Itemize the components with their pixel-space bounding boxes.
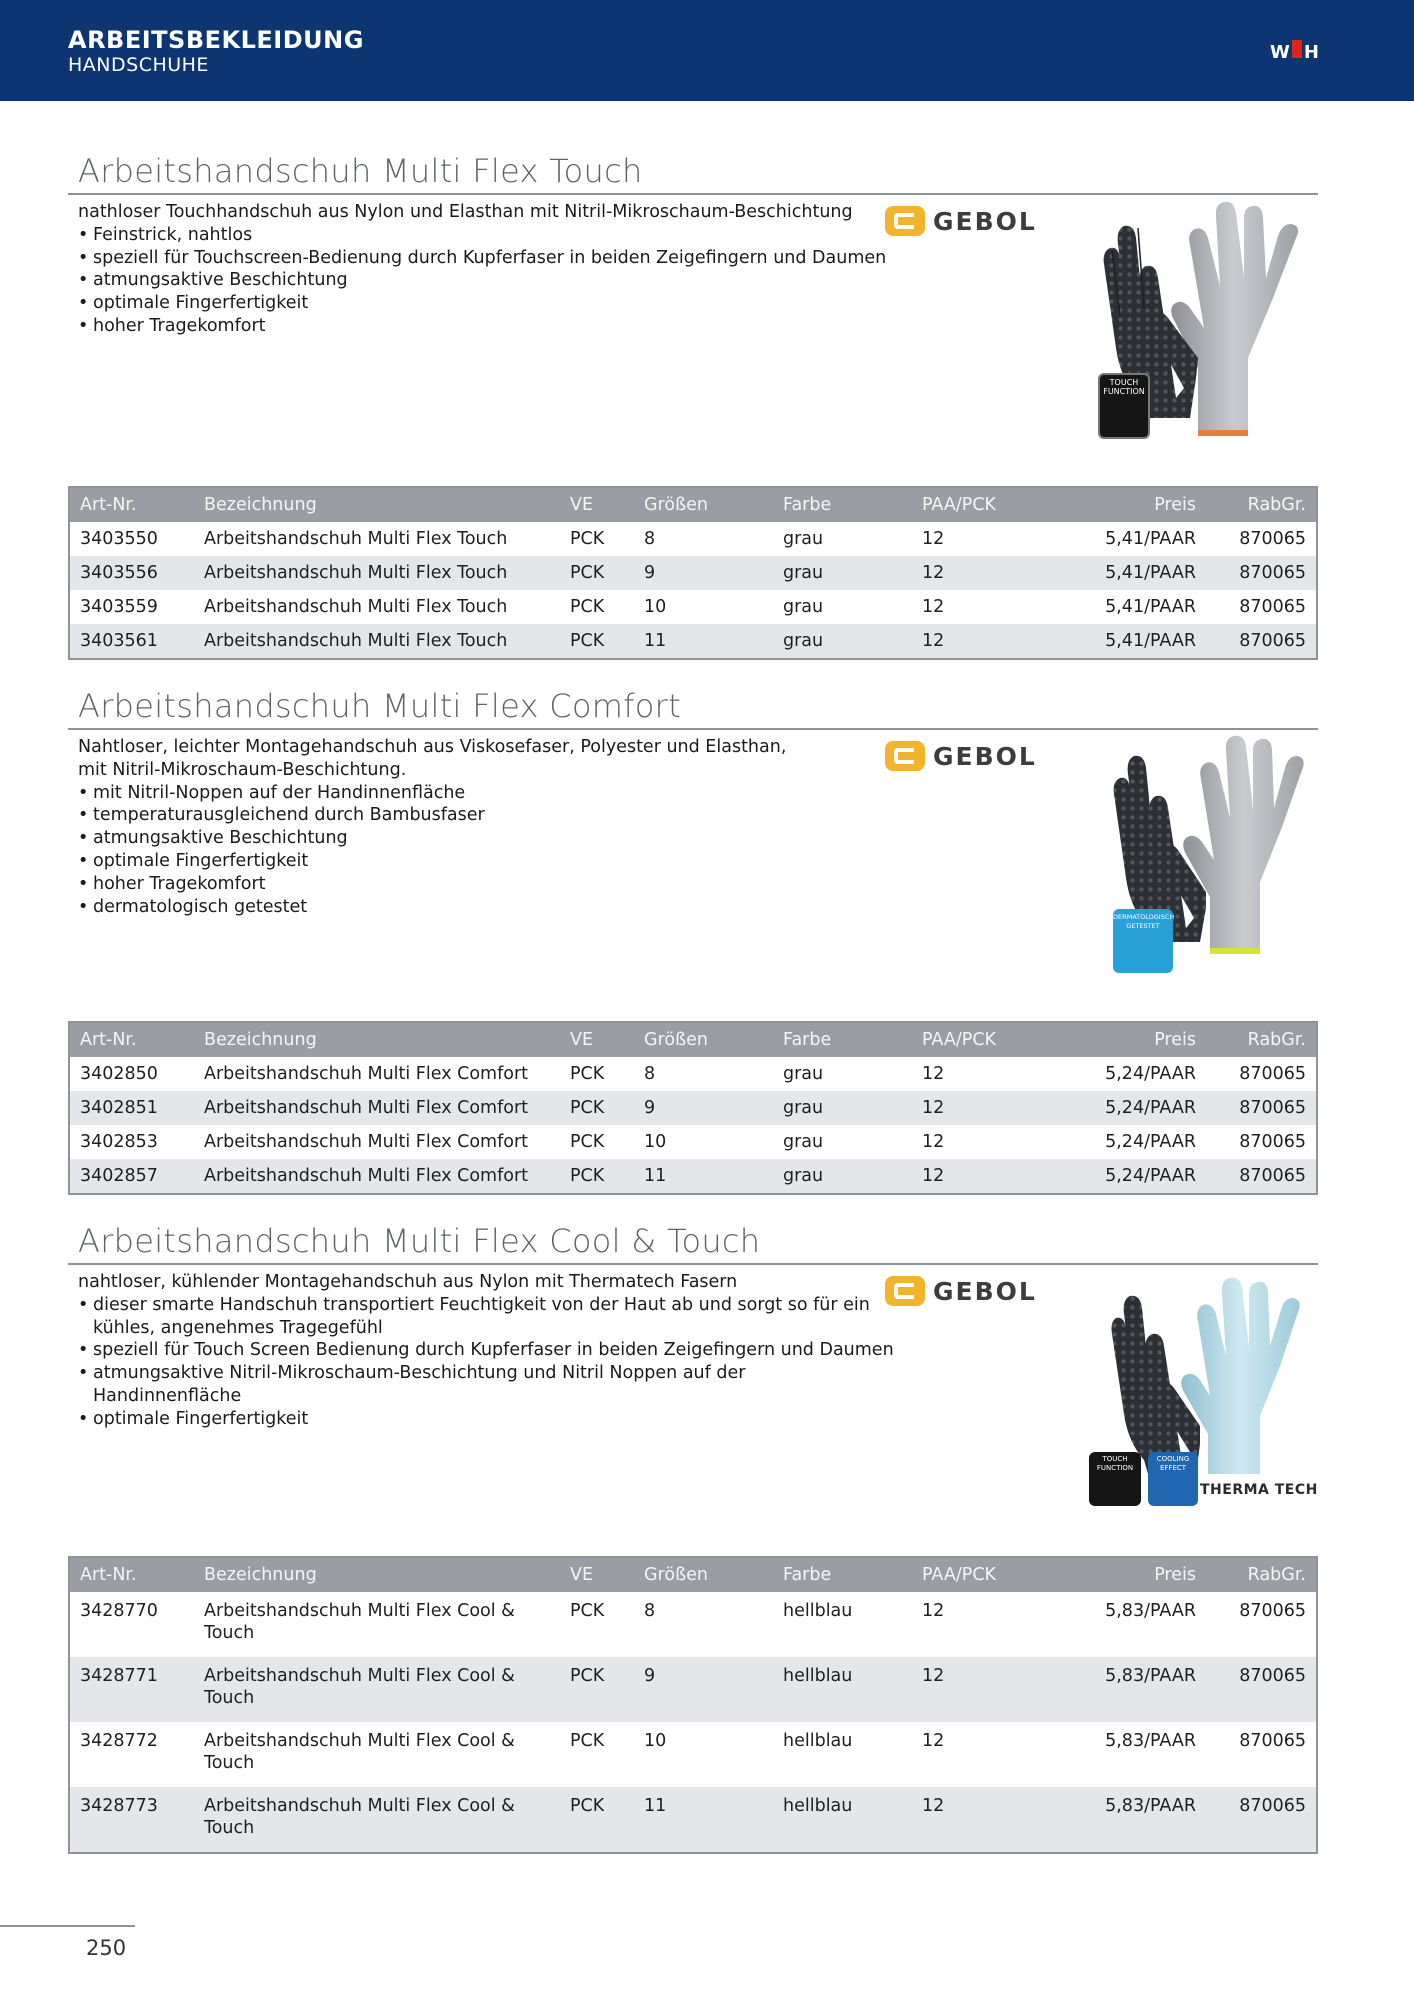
farbe: grau <box>783 529 824 549</box>
bezeichnung: Arbeitshandschuh Multi Flex Comfort <box>204 1132 529 1152</box>
product-title: Arbeitshandschuh Multi Flex Touch <box>78 152 643 190</box>
column-header: VE <box>560 1557 634 1592</box>
paa-pck: 12 <box>912 1091 1052 1125</box>
feature-bullet: • atmungsaktive Beschichtung <box>78 269 886 292</box>
feature-bullet: • dieser smarte Handschuh transportiert Feuchtigkeit von der Haut ab und sorgt so für ein <box>78 1294 894 1317</box>
table-header-row <box>69 487 1317 522</box>
paa-pck: 12 <box>922 529 945 549</box>
rabgr: 870065 <box>1239 1132 1306 1152</box>
paa-pck: 12 <box>912 1787 1052 1853</box>
preis: 5,83/PAAR <box>1052 1657 1206 1722</box>
farbe: hellblau <box>783 1731 853 1751</box>
product-table <box>68 1021 1318 1195</box>
column-header: Preis <box>1052 1557 1206 1592</box>
art-nr: 3428773 <box>69 1787 194 1853</box>
table-row <box>69 1091 1317 1125</box>
bezeichnung: Arbeitshandschuh Multi Flex Cool & Touch <box>194 1657 560 1722</box>
gebol-mark-icon <box>885 741 925 771</box>
bezeichnung: Arbeitshandschuh Multi Flex Touch <box>194 624 560 659</box>
preis: 5,83/PAAR <box>1052 1787 1206 1853</box>
thermatech-logo: THERMA TECH <box>1200 1482 1318 1498</box>
rabgr: 870065 <box>1239 1064 1306 1084</box>
column-header: RabGr. <box>1206 1022 1317 1057</box>
feature-bullet: • optimale Fingerfertigkeit <box>78 292 886 315</box>
farbe: hellblau <box>773 1787 912 1853</box>
paa-pck: 12 <box>922 1601 945 1621</box>
art-nr: 3428772 <box>80 1731 158 1751</box>
column-header: Art-Nr. <box>69 1022 194 1057</box>
product-title: Arbeitshandschuh Multi Flex Cool & Touch <box>78 1222 761 1260</box>
preis: 5,41/PAAR <box>1052 624 1206 659</box>
feature-bullet: • Feinstrick, nahtlos <box>78 224 886 247</box>
title-divider <box>68 193 1318 195</box>
table-row <box>69 1722 1317 1787</box>
title-divider <box>68 728 1318 730</box>
art-nr: 3402857 <box>69 1159 194 1194</box>
paa-pck: 12 <box>912 624 1052 659</box>
touch-function-badge: TOUCH FUNCTION <box>1098 373 1150 439</box>
product-description <box>78 201 886 338</box>
art-nr: 3402850 <box>80 1064 158 1084</box>
farbe: grau <box>783 1064 824 1084</box>
bezeichnung: Arbeitshandschuh Multi Flex Touch <box>204 597 508 617</box>
product-table <box>68 1556 1318 1854</box>
art-nr: 3403550 <box>80 529 158 549</box>
bezeichnung: Arbeitshandschuh Multi Flex Touch <box>204 529 508 549</box>
rabgr: 870065 <box>1239 1601 1306 1621</box>
ve: PCK <box>570 1132 605 1152</box>
preis: 5,24/PAAR <box>1052 1159 1206 1194</box>
farbe: hellblau <box>783 1601 853 1621</box>
column-header: VE <box>560 487 634 522</box>
bezeichnung: Arbeitshandschuh Multi Flex Cool & Touch <box>204 1601 515 1643</box>
column-header: Preis <box>1052 1022 1206 1057</box>
touch-function-badge: TOUCH FUNCTION <box>1089 1452 1141 1506</box>
groesse: 9 <box>634 1091 773 1125</box>
bezeichnung: Arbeitshandschuh Multi Flex Comfort <box>194 1159 560 1194</box>
ve: PCK <box>560 1657 634 1722</box>
column-header: Bezeichnung <box>194 487 560 522</box>
rabgr: 870065 <box>1206 1657 1317 1722</box>
column-header: Farbe <box>773 1022 912 1057</box>
rabgr: 870065 <box>1239 1731 1306 1751</box>
product-table <box>68 486 1318 660</box>
feature-bullet: • dermatologisch getestet <box>78 896 786 919</box>
ve: PCK <box>570 529 605 549</box>
feature-bullet: • atmungsaktive Nitril-Mikroschaum-Beschichtung und Nitril Noppen auf der <box>78 1362 894 1385</box>
preis: 5,41/PAAR <box>1052 556 1206 590</box>
column-header: Größen <box>634 1022 773 1057</box>
subcategory-title: HANDSCHUHE <box>68 54 209 76</box>
column-header: RabGr. <box>1206 487 1317 522</box>
ve: PCK <box>570 597 605 617</box>
farbe: grau <box>783 597 824 617</box>
groesse: 8 <box>644 1064 656 1084</box>
groesse: 10 <box>644 1731 667 1751</box>
description-intro: nahtloser, kühlender Montagehandschuh aus Nylon mit Thermatech Fasern <box>78 1272 738 1292</box>
column-header: Farbe <box>773 1557 912 1592</box>
feature-bullet: • speziell für Touch Screen Bedienung durch Kupferfaser in beiden Zeigefingern und Daumen <box>78 1339 894 1362</box>
preis: 5,24/PAAR <box>1105 1064 1196 1084</box>
bezeichnung: Arbeitshandschuh Multi Flex Touch <box>194 556 560 590</box>
gebol-logo: GEBOL <box>885 741 1037 771</box>
art-nr: 3402853 <box>80 1132 158 1152</box>
ve: PCK <box>560 1091 634 1125</box>
column-header: Farbe <box>773 487 912 522</box>
wh-logo: W H <box>1270 41 1319 63</box>
column-header: VE <box>560 1022 634 1057</box>
groesse: 8 <box>644 1601 656 1621</box>
feature-bullet: • hoher Tragekomfort <box>78 315 886 338</box>
column-header: Art-Nr. <box>69 487 194 522</box>
feature-bullet: • atmungsaktive Beschichtung <box>78 827 786 850</box>
table-header-row <box>69 1022 1317 1057</box>
preis: 5,83/PAAR <box>1105 1601 1196 1621</box>
bezeichnung: Arbeitshandschuh Multi Flex Comfort <box>194 1091 560 1125</box>
preis: 5,41/PAAR <box>1105 529 1196 549</box>
rabgr: 870065 <box>1206 556 1317 590</box>
paa-pck: 12 <box>922 1064 945 1084</box>
page-header <box>0 0 1414 101</box>
rabgr: 870065 <box>1206 1787 1317 1853</box>
description-intro: nathloser Touchhandschuh aus Nylon und Elasthan mit Nitril-Mikroschaum-Beschichtung <box>78 202 853 222</box>
rabgr: 870065 <box>1206 1159 1317 1194</box>
rabgr: 870065 <box>1206 624 1317 659</box>
feature-bullet: • optimale Fingerfertigkeit <box>78 1408 894 1431</box>
groesse: 10 <box>644 597 667 617</box>
art-nr: 3403561 <box>69 624 194 659</box>
gebol-mark-icon <box>885 1276 925 1306</box>
rabgr: 870065 <box>1206 1091 1317 1125</box>
table-row <box>69 1159 1317 1194</box>
feature-bullet-continuation: kühles, angenehmes Tragegefühl <box>93 1317 383 1338</box>
paa-pck: 12 <box>922 1731 945 1751</box>
column-header: Bezeichnung <box>194 1022 560 1057</box>
footer-divider <box>0 1925 135 1927</box>
table-header-row <box>69 1557 1317 1592</box>
groesse: 9 <box>634 1657 773 1722</box>
art-nr: 3403559 <box>80 597 158 617</box>
ve: PCK <box>570 1064 605 1084</box>
preis: 5,41/PAAR <box>1105 597 1196 617</box>
column-header: Größen <box>634 1557 773 1592</box>
ve: PCK <box>560 1787 634 1853</box>
art-nr: 3403556 <box>69 556 194 590</box>
table-row <box>69 590 1317 624</box>
column-header: Preis <box>1052 487 1206 522</box>
feature-bullet: • temperaturausgleichend durch Bambusfaser <box>78 804 786 827</box>
ve: PCK <box>560 1159 634 1194</box>
groesse: 11 <box>634 624 773 659</box>
bezeichnung: Arbeitshandschuh Multi Flex Cool & Touch <box>204 1731 515 1773</box>
table-row <box>69 556 1317 590</box>
preis: 5,83/PAAR <box>1105 1731 1196 1751</box>
page-number: 250 <box>86 1936 127 1960</box>
column-header: Bezeichnung <box>194 1557 560 1592</box>
table-row <box>69 1057 1317 1091</box>
product-description <box>78 736 786 918</box>
paa-pck: 12 <box>922 1132 945 1152</box>
logo-mark-icon <box>1292 40 1302 58</box>
column-header: PAA/PCK <box>912 1557 1052 1592</box>
column-header: PAA/PCK <box>912 487 1052 522</box>
farbe: grau <box>773 556 912 590</box>
art-nr: 3402851 <box>69 1091 194 1125</box>
farbe: grau <box>773 624 912 659</box>
groesse: 10 <box>644 1132 667 1152</box>
column-header: Größen <box>634 487 773 522</box>
feature-bullet-continuation: Handinnenfläche <box>93 1385 242 1406</box>
paa-pck: 12 <box>912 1159 1052 1194</box>
description-intro: mit Nitril-Mikroschaum-Beschichtung. <box>78 759 407 780</box>
groesse: 11 <box>634 1787 773 1853</box>
farbe: grau <box>773 1091 912 1125</box>
feature-bullet: • speziell für Touchscreen-Bedienung durch Kupferfaser in beiden Zeigefingern und Daumen <box>78 247 886 270</box>
farbe: grau <box>773 1159 912 1194</box>
bezeichnung: Arbeitshandschuh Multi Flex Comfort <box>204 1064 529 1084</box>
gebol-logo: GEBOL <box>885 1276 1037 1306</box>
column-header: Art-Nr. <box>69 1557 194 1592</box>
paa-pck: 12 <box>922 597 945 617</box>
art-nr: 3428771 <box>69 1657 194 1722</box>
rabgr: 870065 <box>1239 529 1306 549</box>
feature-bullet: • mit Nitril-Noppen auf der Handinnenfläche <box>78 782 786 805</box>
product-description <box>78 1271 894 1431</box>
product-title: Arbeitshandschuh Multi Flex Comfort <box>78 687 681 725</box>
dermatologically-tested-badge: DERMATOLOGISCH GETESTET <box>1113 909 1173 973</box>
table-row <box>69 1657 1317 1722</box>
ve: PCK <box>560 556 634 590</box>
table-row <box>69 1125 1317 1159</box>
column-header: PAA/PCK <box>912 1022 1052 1057</box>
paa-pck: 12 <box>912 1657 1052 1722</box>
paa-pck: 12 <box>912 556 1052 590</box>
ve: PCK <box>570 1601 605 1621</box>
ve: PCK <box>560 624 634 659</box>
art-nr: 3428770 <box>80 1601 158 1621</box>
title-divider <box>68 1263 1318 1265</box>
farbe: hellblau <box>773 1657 912 1722</box>
category-title: ARBEITSBEKLEIDUNG <box>68 26 364 54</box>
preis: 5,24/PAAR <box>1052 1091 1206 1125</box>
feature-bullet: • optimale Fingerfertigkeit <box>78 850 786 873</box>
description-intro: Nahtloser, leichter Montagehandschuh aus Viskosefaser, Polyester und Elasthan, <box>78 737 787 757</box>
rabgr: 870065 <box>1239 597 1306 617</box>
cooling-effect-badge: COOLING EFFECT <box>1148 1452 1198 1506</box>
glove-image <box>1110 1276 1310 1476</box>
ve: PCK <box>570 1731 605 1751</box>
column-header: RabGr. <box>1206 1557 1317 1592</box>
groesse: 11 <box>634 1159 773 1194</box>
feature-bullet: • hoher Tragekomfort <box>78 873 786 896</box>
table-row <box>69 522 1317 556</box>
gebol-logo: GEBOL <box>885 206 1037 236</box>
gebol-mark-icon <box>885 206 925 236</box>
farbe: grau <box>783 1132 824 1152</box>
groesse: 8 <box>644 529 656 549</box>
table-row <box>69 1592 1317 1657</box>
preis: 5,24/PAAR <box>1105 1132 1196 1152</box>
table-row <box>69 1787 1317 1853</box>
groesse: 9 <box>634 556 773 590</box>
bezeichnung: Arbeitshandschuh Multi Flex Cool & Touch <box>194 1787 560 1853</box>
table-row <box>69 624 1317 659</box>
